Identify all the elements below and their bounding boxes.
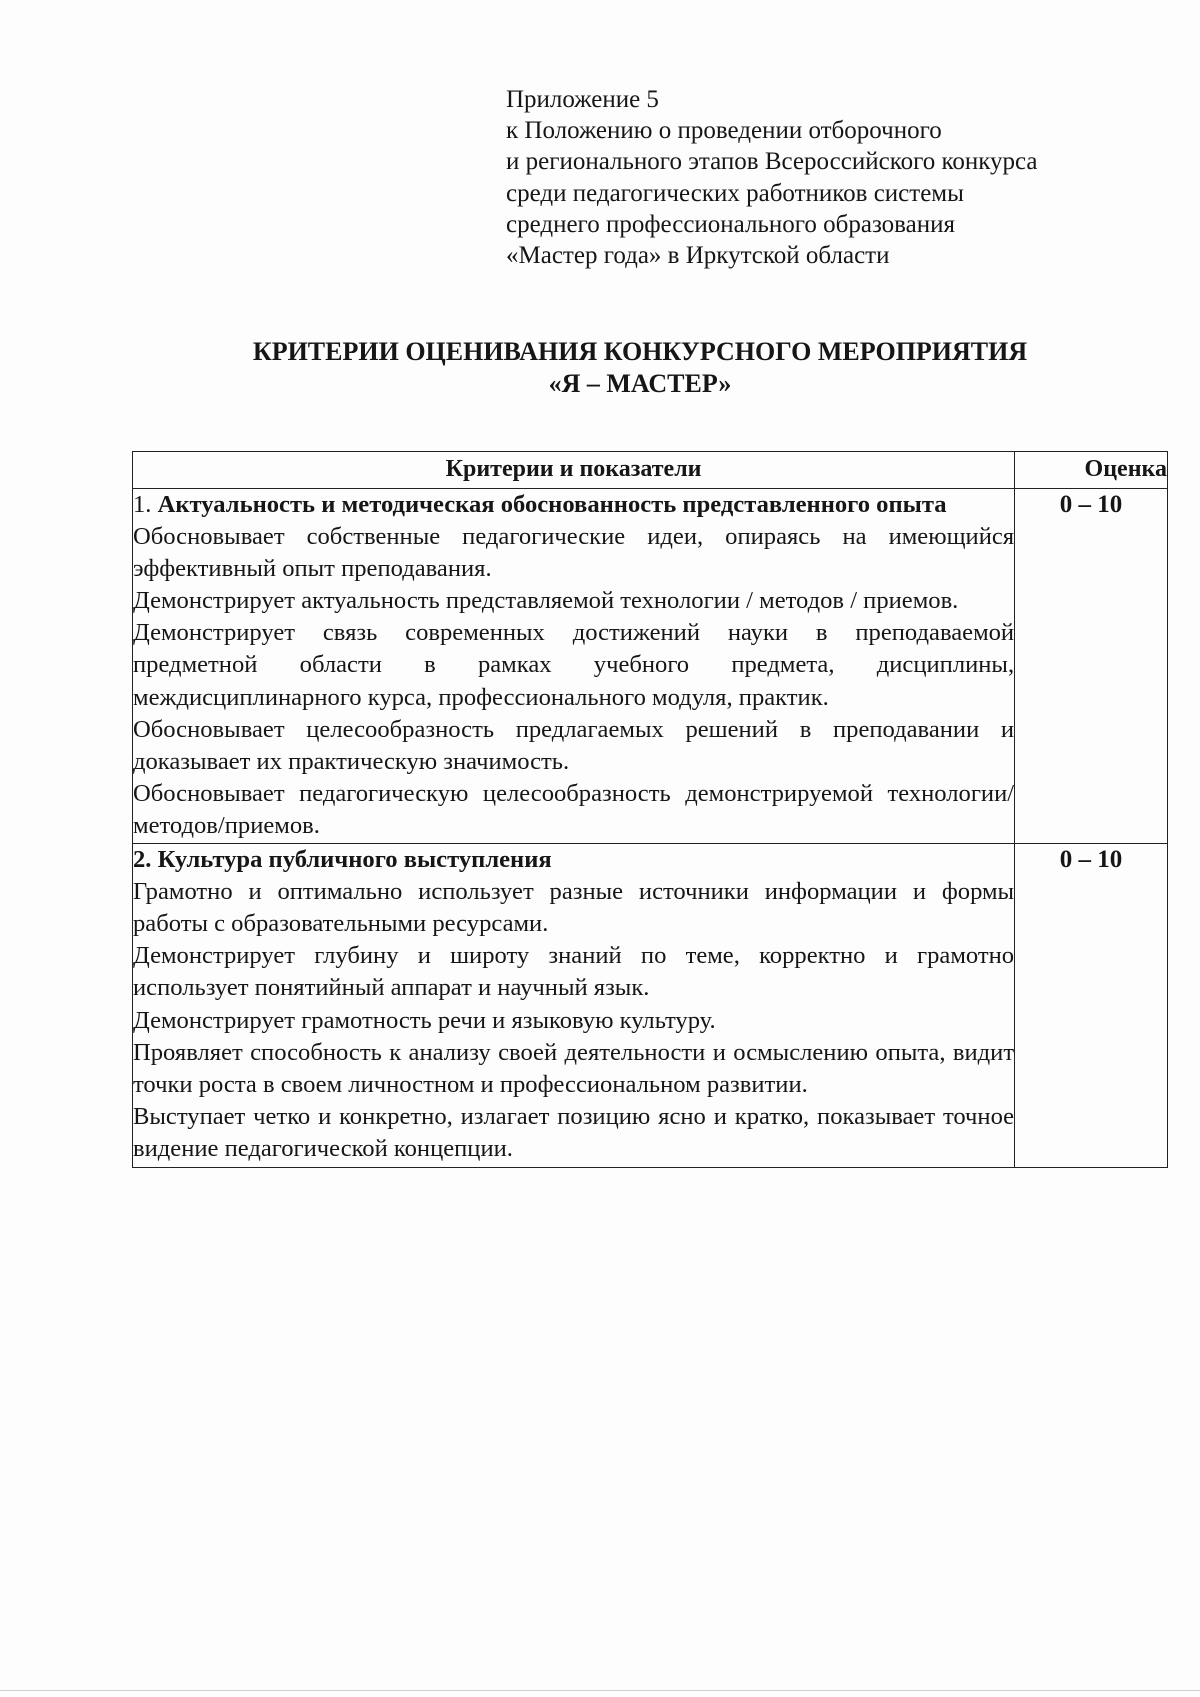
indicator: Обосновывает собственные педагогические идеи, опираясь на имеющийся эффективный опыт преподавания.	[133, 523, 1015, 583]
indicator: Грамотно и оптимально использует разные источники информации и формы работы с образовательными ресурсами.	[133, 878, 1015, 938]
criterion-number: 2.	[133, 846, 152, 874]
appendix-line: к Положению о проведении отборочного	[506, 117, 942, 145]
indicator: Выступает четко и конкретно, излагает позицию ясно и кратко, показывает точное видение педагогической концепции.	[133, 1102, 1015, 1162]
appendix-reference	[506, 84, 1146, 271]
document-title	[0, 336, 1200, 400]
criterion-title-text: Актуальность и методическая обоснованность представленного опыта	[157, 491, 947, 518]
indicator: Демонстрирует связь современных достижений науки в преподаваемой предметной области в рамках учебного предмета, дисциплины, междисциплинарного курса, профессионального модуля, практик.	[133, 619, 1015, 711]
indicator: Обосновывает педагогическую целесообразность демонстрируемой технологии/методов/приемов.	[133, 779, 1015, 839]
score-cell: 0 – 10	[1015, 844, 1168, 1168]
score-cell: 0 – 10	[1015, 489, 1168, 844]
header-criteria: Критерии и показатели	[133, 452, 1015, 489]
criterion-cell	[133, 844, 1015, 1168]
scan-edge-line	[0, 1690, 1200, 1691]
indicator: Демонстрирует грамотность речи и языковую культуру.	[133, 1006, 716, 1034]
appendix-line: и регионального этапов Всероссийского конкурса	[506, 148, 1038, 176]
appendix-line: среди педагогических работников системы	[506, 179, 964, 207]
criterion-cell	[133, 489, 1015, 844]
indicator: Обосновывает целесообразность предлагаемых решений в преподавании и доказывает их практическую значимость.	[133, 715, 1015, 775]
title-line-2: «Я – МАСТЕР»	[548, 369, 732, 398]
criterion-title	[133, 844, 1014, 876]
indicator: Демонстрирует глубину и широту знаний по теме, корректно и грамотно использует понятийный аппарат и научный язык.	[133, 942, 1015, 1002]
criteria-table	[132, 451, 1168, 1168]
header-score: Оценка	[1015, 452, 1168, 489]
indicator: Проявляет способность к анализу своей деятельности и осмыслению опыта, видит точки роста в своем личностном и профессиональном развитии.	[133, 1038, 1015, 1098]
table-row	[133, 844, 1168, 1168]
title-line-1: КРИТЕРИИ ОЦЕНИВАНИЯ КОНКУРСНОГО МЕРОПРИЯТИЯ	[252, 337, 1028, 366]
table-row	[133, 489, 1168, 844]
appendix-line: среднего профессионального образования	[506, 210, 956, 238]
criterion-title	[133, 489, 1014, 521]
appendix-line: «Мастер года» в Иркутской области	[506, 242, 890, 270]
appendix-line: Приложение 5	[506, 86, 659, 113]
table-header-row	[133, 452, 1168, 489]
indicator: Демонстрирует актуальность представляемой технологии / методов / приемов.	[133, 587, 959, 615]
criterion-title-text: Культура публичного выступления	[157, 846, 552, 874]
criterion-number: 1.	[133, 491, 152, 518]
